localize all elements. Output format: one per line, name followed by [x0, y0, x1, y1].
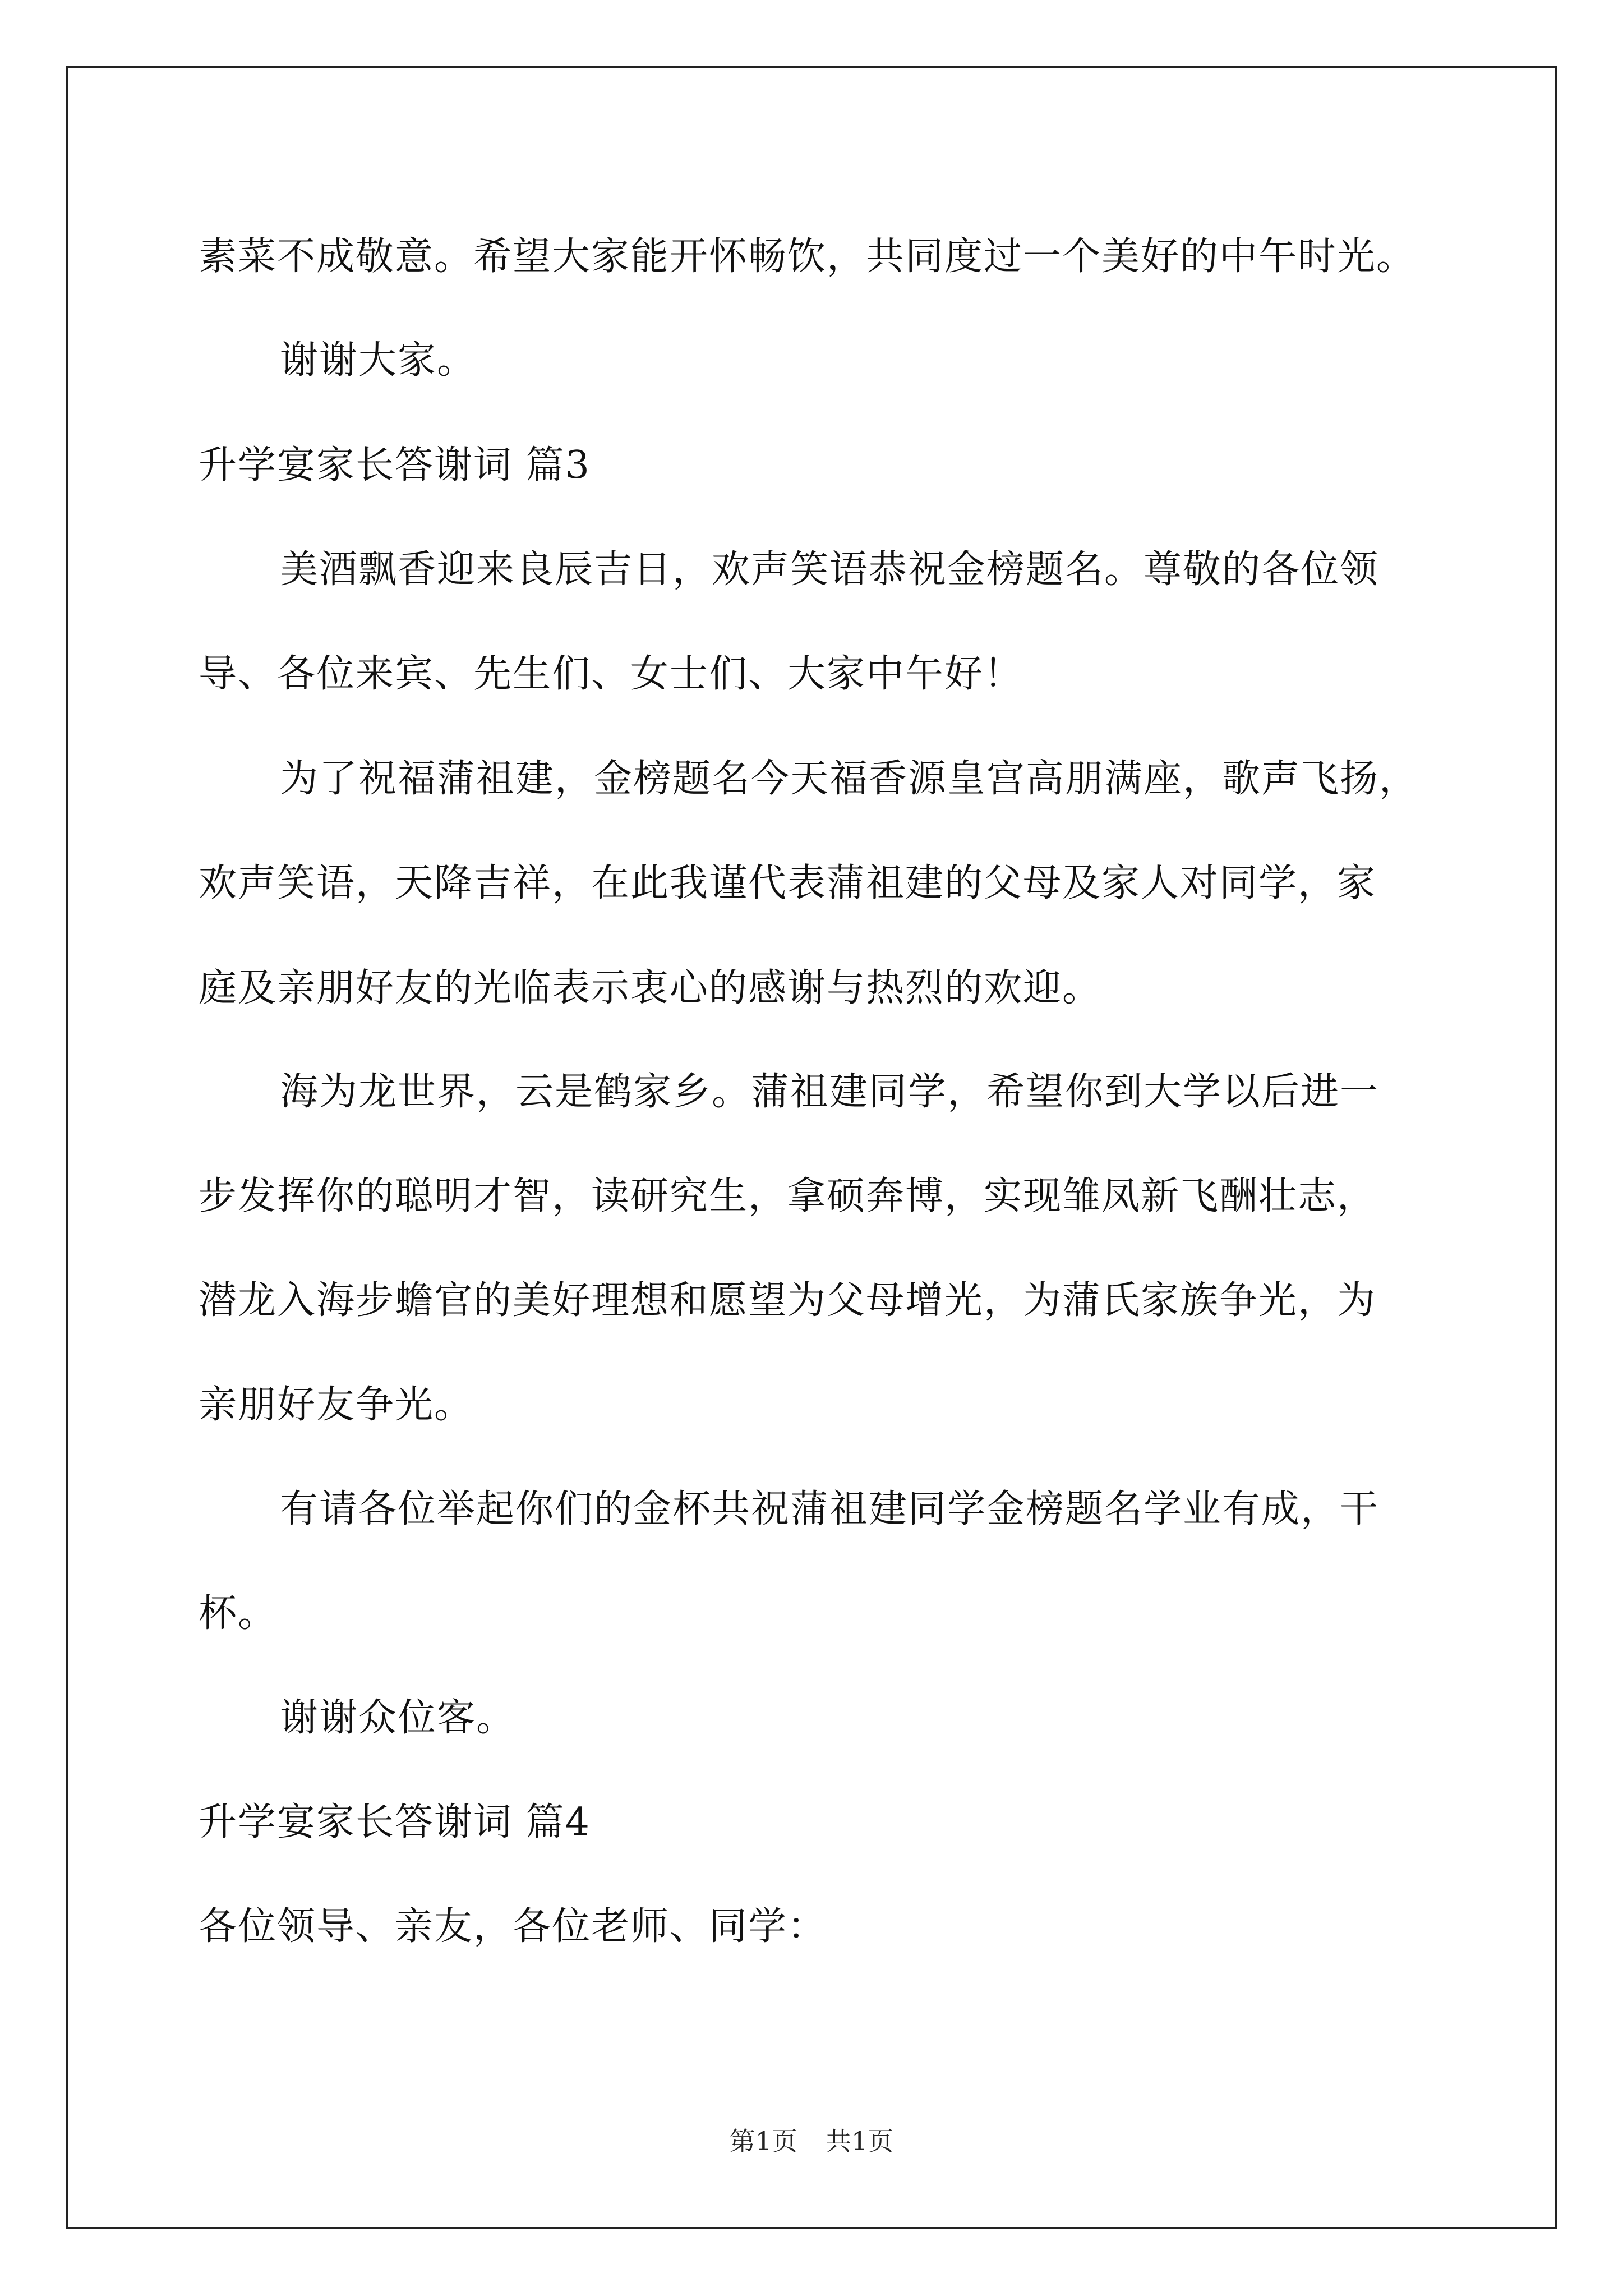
paragraph-line: 谢谢众位客。: [280, 1696, 516, 1740]
paragraph-line: 欢声笑语，天降吉祥，在此我谨代表蒲祖建的父母及家人对同学，家: [199, 861, 1377, 905]
paragraph-line: 步发挥你的聪明才智，读研究生，拿硕奔博，实现雏凤新飞酬壮志，: [199, 1174, 1377, 1218]
page-footer: [0, 2125, 1623, 2157]
page-number: 第1页: [729, 2126, 797, 2156]
paragraph-line: 素菜不成敬意。希望大家能开怀畅饮，共同度过一个美好的中午时光。: [199, 234, 1416, 279]
paragraph-line: 潜龙入海步蟾官的美好理想和愿望为父母增光，为蒲氏家族争光，为: [199, 1278, 1377, 1323]
section-heading: 升学宴家长答谢词 篇3: [199, 443, 591, 487]
paragraph-line: 亲朋好友争光。: [199, 1383, 474, 1427]
section-heading: 升学宴家长答谢词 篇4: [199, 1800, 591, 1844]
paragraph-line: 导、各位来宾、先生们、女士们、大家中午好！: [199, 652, 1023, 696]
paragraph-line: 各位领导、亲友，各位老师、同学：: [199, 1904, 827, 1949]
paragraph-line: 美酒飘香迎来良辰吉日，欢声笑语恭祝金榜题名。尊敬的各位领: [280, 547, 1380, 592]
paragraph-line: 为了祝福蒲祖建，金榜题名今天福香源皇宫高朋满座，歌声飞扬，: [280, 757, 1419, 801]
paragraph-line: 谢谢大家。: [280, 338, 477, 383]
total-pages: 共1页: [826, 2126, 894, 2156]
paragraph-line: 有请各位举起你们的金杯共祝蒲祖建同学金榜题名学业有成，干: [280, 1487, 1380, 1531]
paragraph-line: 庭及亲朋好友的光临表示衷心的感谢与热烈的欢迎。: [199, 966, 1102, 1010]
paragraph-line: 杯。: [199, 1591, 278, 1636]
paragraph-line: 海为龙世界，云是鹤家乡。蒲祖建同学，希望你到大学以后进一: [280, 1070, 1380, 1114]
